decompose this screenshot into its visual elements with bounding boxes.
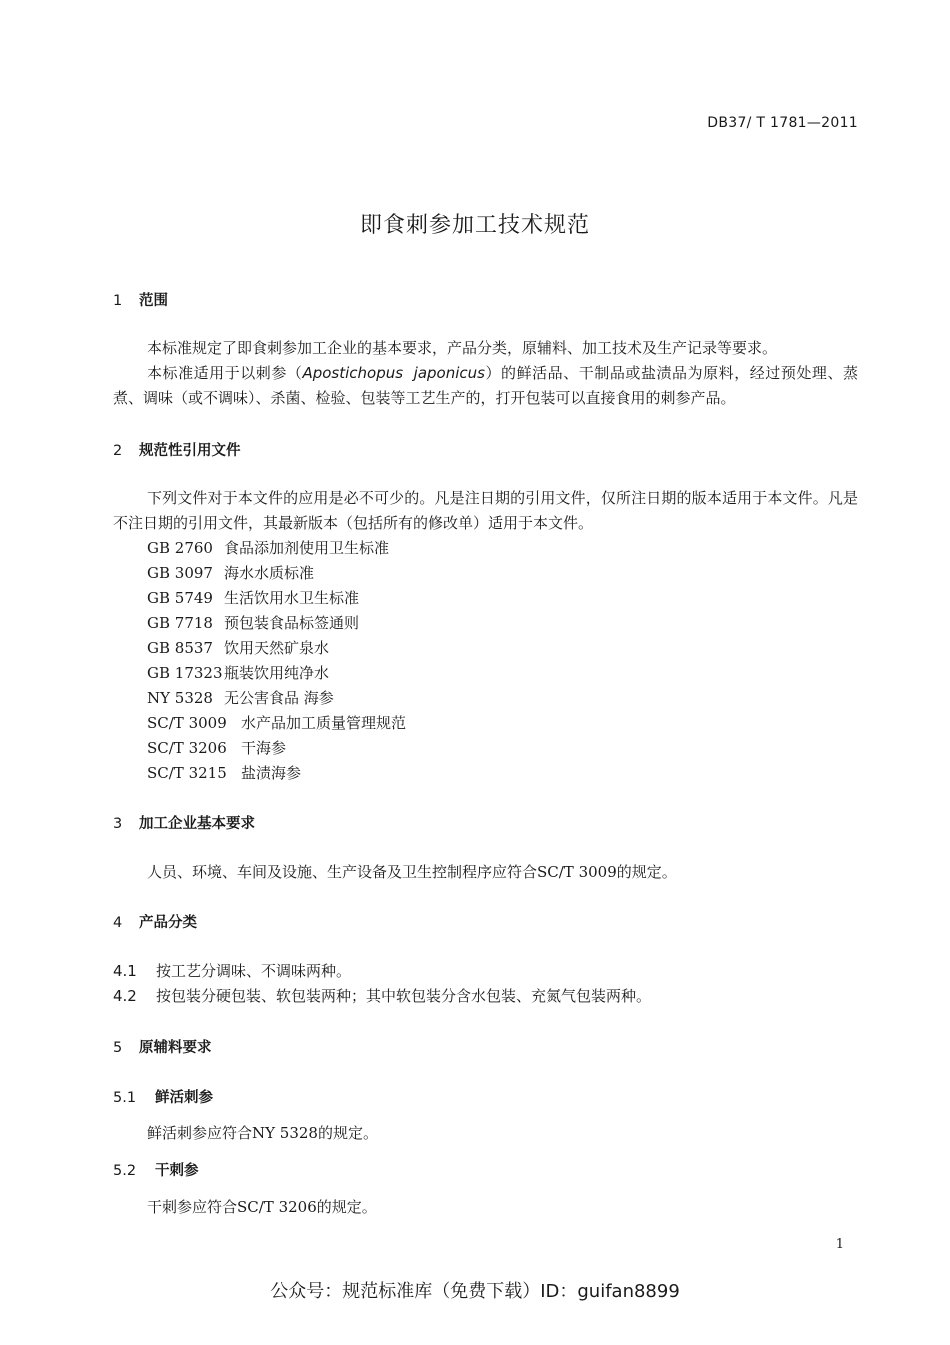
- page-number: 1: [835, 1237, 844, 1252]
- standard-code: DB37/ T 1781—2011: [707, 115, 858, 131]
- clause-4-2: [113, 985, 651, 1006]
- reference-title: 预包装食品标签通则: [224, 614, 360, 632]
- reference-item: [147, 687, 334, 708]
- subsection-number: 5.2: [113, 1163, 137, 1179]
- reference-code: SC/T 3215: [147, 764, 227, 782]
- reference-item: [147, 587, 359, 608]
- subsection-5-1-heading: [113, 1086, 213, 1107]
- reference-title: 瓶装饮用纯净水: [224, 664, 330, 682]
- section-5-heading: [113, 1036, 212, 1057]
- reference-item: [147, 712, 406, 733]
- reference-title: 海水水质标准: [224, 564, 315, 582]
- reference-item: [147, 737, 286, 758]
- reference-code: SC/T 3206: [147, 739, 227, 757]
- reference-code: GB 7718: [147, 614, 213, 632]
- clause-number: 4.2: [113, 987, 137, 1005]
- subsection-5-2-text: 干刺参应符合SC/T 3206的规定。: [147, 1198, 377, 1216]
- section-5-number: 5: [113, 1040, 123, 1056]
- section-3-heading: [113, 812, 255, 833]
- reference-code: SC/T 3009: [147, 714, 227, 732]
- reference-title: 生活饮用水卫生标准: [224, 589, 360, 607]
- footer-watermark: 公众号：规范标准库（免费下载）ID：guifan8899: [270, 1281, 680, 1302]
- reference-item: [147, 762, 301, 783]
- section-2-heading: [113, 439, 241, 460]
- subsection-title: 鲜活刺参: [155, 1090, 213, 1106]
- clause-number: 4.1: [113, 962, 137, 980]
- reference-title: 食品添加剂使用卫生标准: [224, 539, 390, 557]
- clause-text: 按包装分硬包装、软包装两种；其中软包装分含水包装、充氮气包装两种。: [156, 987, 652, 1005]
- reference-title: 水产品加工质量管理规范: [241, 714, 407, 732]
- reference-item: [147, 537, 389, 558]
- document-title: 即食刺参加工技术规范: [359, 213, 590, 238]
- section-4-title: 产品分类: [139, 915, 197, 931]
- reference-title: 干海参: [241, 739, 287, 757]
- section-4-heading: [113, 911, 197, 932]
- reference-code: NY 5328: [147, 689, 213, 707]
- section-4-number: 4: [113, 915, 123, 931]
- section-3-paragraph: 人员、环境、车间及设施、生产设备及卫生控制程序应符合SC/T 3009的规定。: [147, 863, 677, 881]
- section-3-number: 3: [113, 816, 123, 832]
- reference-item: [147, 612, 359, 633]
- reference-title: 盐渍海参: [241, 764, 302, 782]
- latin-species-name: Apostichopus japonicus: [302, 364, 485, 382]
- section-5-title: 原辅料要求: [139, 1040, 212, 1056]
- reference-code: GB 2760: [147, 539, 213, 557]
- section-1-paragraph-2: [113, 361, 858, 411]
- section-2-number: 2: [113, 443, 123, 459]
- section-1-paragraph-1: 本标准规定了即食刺参加工企业的基本要求，产品分类，原辅料、加工技术及生产记录等要求。: [147, 339, 778, 357]
- scope-text-after: ）的鲜活品、干制品或盐渍品为原料，经过预处理、蒸煮、调味（或不调味）、杀菌、检验、包装等工艺生产的，打开包装可以直接食用的刺参产品。: [113, 364, 858, 407]
- section-2-intro: 下列文件对于本文件的应用是必不可少的。凡是注日期的引用文件，仅所注日期的版本适用于本文件。凡是不注日期的引用文件，其最新版本（包括所有的修改单）适用于本文件。: [113, 489, 858, 532]
- reference-code: GB 5749: [147, 589, 213, 607]
- subsection-title: 干刺参: [155, 1163, 199, 1179]
- scope-text-before: 本标准适用于以刺参（: [147, 364, 303, 382]
- reference-title: 饮用天然矿泉水: [224, 639, 330, 657]
- section-2-title: 规范性引用文件: [139, 443, 241, 459]
- section-1-title: 范围: [139, 293, 168, 309]
- reference-item: [147, 637, 329, 658]
- reference-code: GB 3097: [147, 564, 213, 582]
- section-3-title: 加工企业基本要求: [139, 816, 255, 832]
- subsection-5-1-text: 鲜活刺参应符合NY 5328的规定。: [147, 1124, 378, 1142]
- subsection-number: 5.1: [113, 1090, 137, 1106]
- reference-item: [147, 562, 314, 583]
- clause-text: 按工艺分调味、不调味两种。: [156, 962, 352, 980]
- reference-item: [147, 662, 329, 683]
- section-1-number: 1: [113, 293, 123, 309]
- reference-code: GB 17323: [147, 664, 223, 682]
- subsection-5-2-heading: [113, 1159, 199, 1180]
- clause-4-1: [113, 960, 351, 981]
- section-1-heading: [113, 289, 168, 310]
- reference-code: GB 8537: [147, 639, 213, 657]
- reference-title: 无公害食品 海参: [224, 689, 334, 707]
